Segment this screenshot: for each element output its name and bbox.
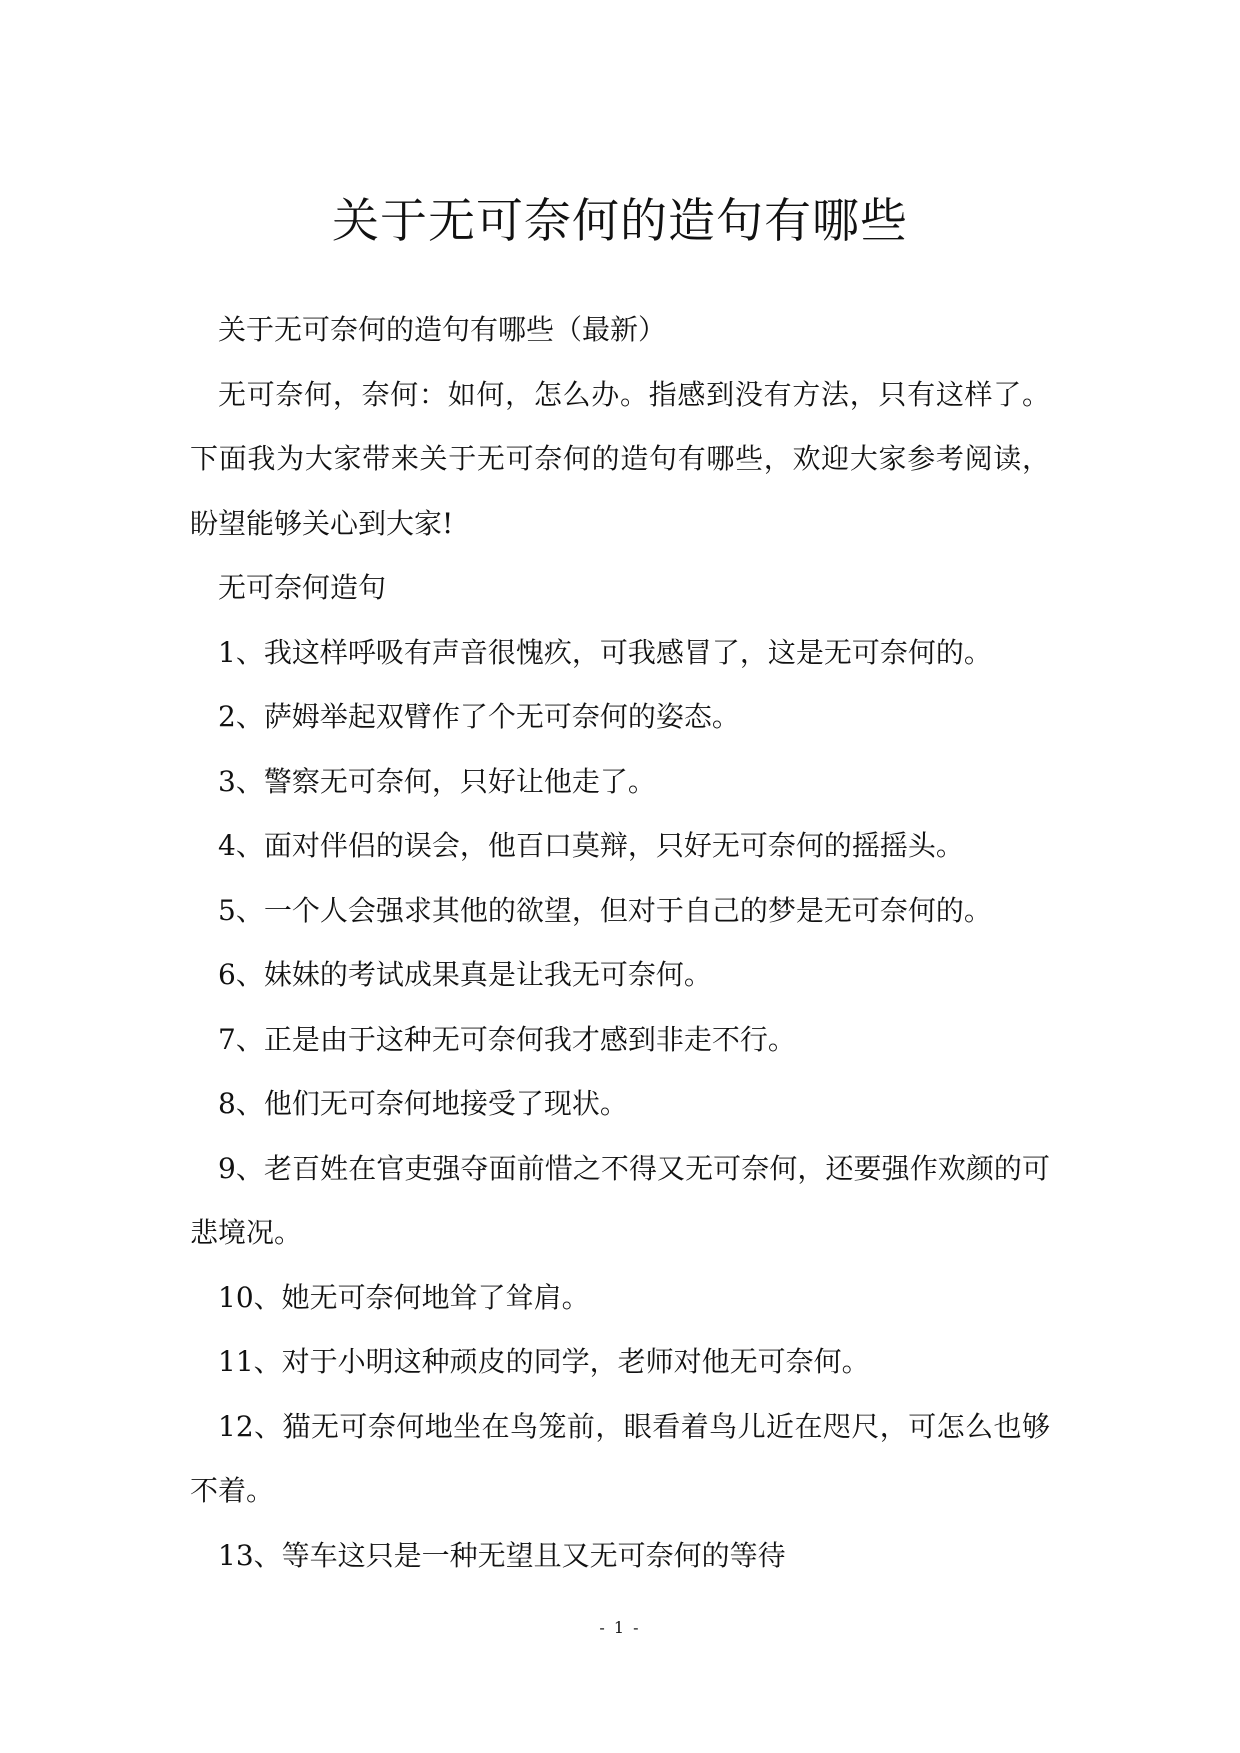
subtitle-paragraph: 关于无可奈何的造句有哪些（最新） [218, 313, 667, 346]
sentence-item: 6、妹妹的考试成果真是让我无可奈何。 [218, 958, 712, 991]
sentence-item: 3、警察无可奈何，只好让他走了。 [218, 764, 656, 798]
sentence-item: 1、我这样呼吸有声音很愧疚，可我感冒了，这是无可奈何的。 [218, 635, 992, 669]
sentence-item: 2、萨姆举起双臂作了个无可奈何的姿态。 [218, 700, 740, 733]
sentence-item: 8、他们无可奈何地接受了现状。 [218, 1087, 628, 1120]
sentence-item: 11、对于小明这种顽皮的同学，老师对他无可奈何。 [218, 1345, 870, 1378]
sentence-item: 9、老百姓在官吏强夺面前惜之不得又无可奈何，还要强作欢颜的可悲境况。 [190, 1151, 1050, 1249]
sentence-item: 4、面对伴侣的误会，他百口莫辩，只好无可奈何的摇摇头。 [218, 829, 964, 862]
section-heading: 无可奈何造句 [218, 571, 387, 604]
sentence-item: 5、一个人会强求其他的欲望，但对于自己的梦是无可奈何的。 [218, 893, 992, 927]
document-body [190, 298, 1050, 1588]
intro-paragraph: 无可奈何，奈何：如何，怎么办。指感到没有方法，只有这样了。下面我为大家带来关于无可奈何的造句有哪些，欢迎大家参考阅读，盼望能够关心到大家! [190, 377, 1050, 540]
sentence-item: 12、猫无可奈何地坐在鸟笼前，眼看着鸟儿近在咫尺，可怎么也够不着。 [190, 1409, 1050, 1507]
sentence-item: 7、正是由于这种无可奈何我才感到非走不行。 [218, 1022, 796, 1056]
page-number: - 1 - [599, 1618, 641, 1637]
sentence-item: 10、她无可奈何地耸了耸肩。 [218, 1280, 590, 1314]
sentence-item: 13、等车这只是一种无望且又无可奈何的等待 [218, 1538, 786, 1572]
document-title: 关于无可奈何的造句有哪些 [332, 194, 908, 249]
